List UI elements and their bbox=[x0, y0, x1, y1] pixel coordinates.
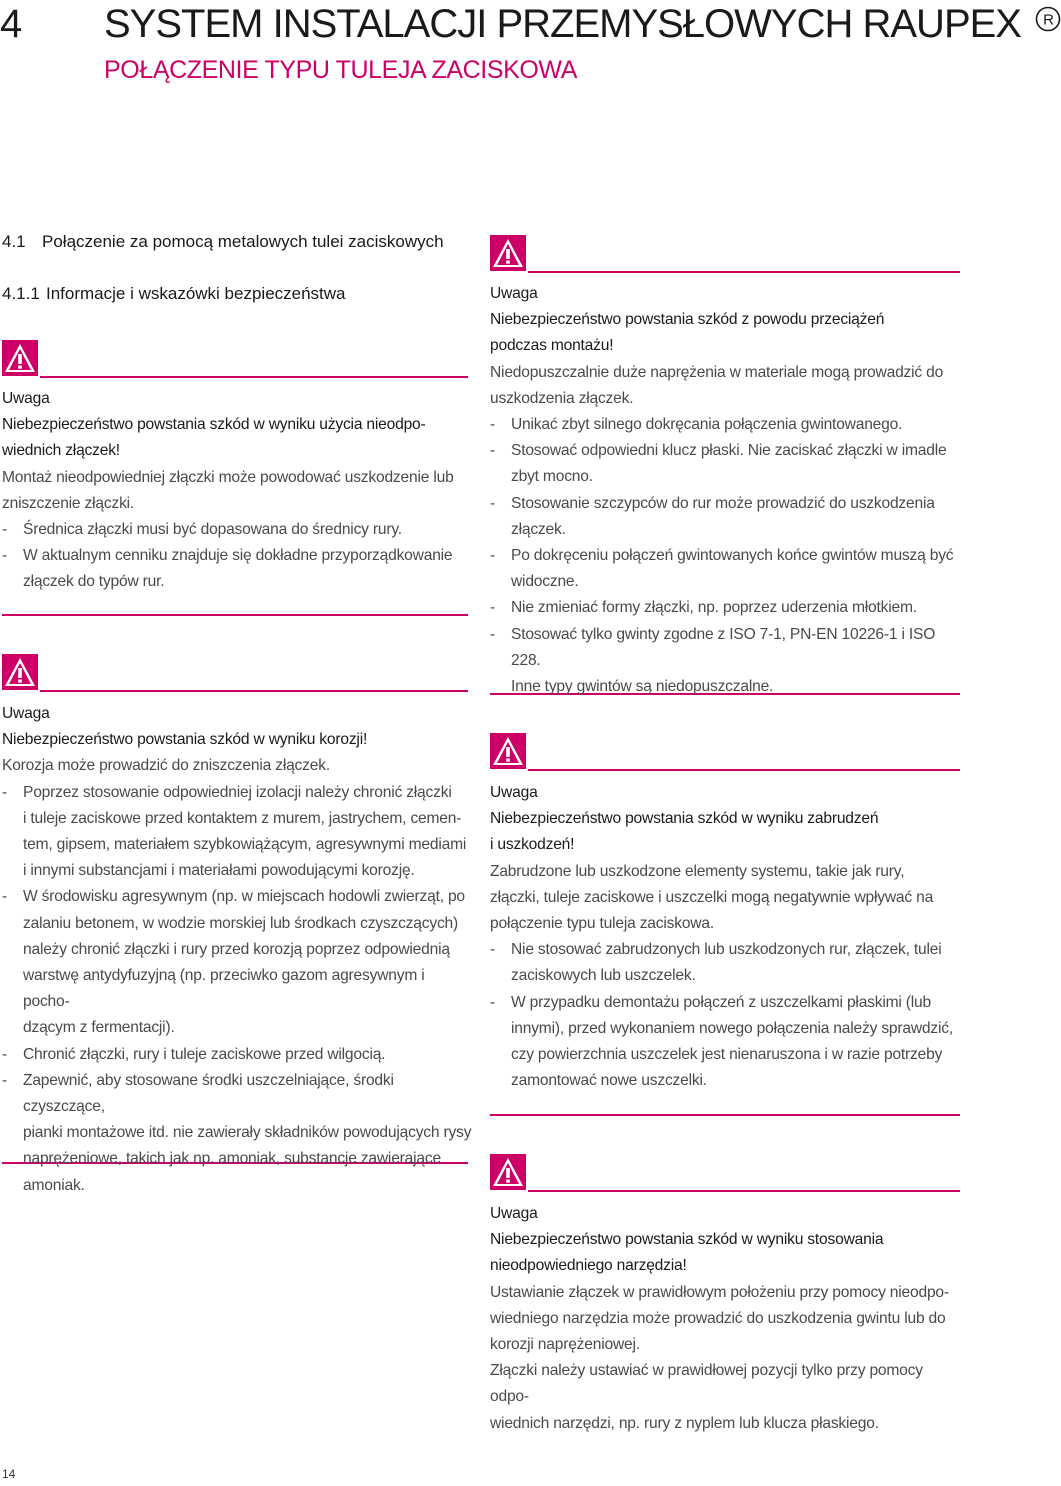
warning-label: Uwaga bbox=[490, 285, 538, 302]
warning-text-line: Złączki należy ustawiać w prawidłowej pozycji tylko przy pomocy odpo- bbox=[490, 1362, 923, 1406]
divider bbox=[528, 769, 960, 771]
list-item-line: - Nie stosować zabrudzonych lub uszkodzonych rur, złączek, tulei bbox=[511, 941, 942, 959]
warning-text-line: Ustawianie złączek w prawidłowym położeniu przy pomocy nieodpo- bbox=[490, 1283, 949, 1301]
section-number: 4.1.1 bbox=[2, 284, 40, 303]
section-heading-4-1-1 bbox=[2, 283, 346, 305]
warning-triangle-icon bbox=[2, 654, 38, 690]
list-item-line: zalaniu betonem, w wodzie morskiej lub środkach czyszczących) bbox=[23, 914, 459, 932]
warning-text-line: zniszczenie złączki. bbox=[2, 494, 135, 512]
warning-block-wrong-tool bbox=[490, 1201, 960, 1437]
warning-triangle-icon bbox=[490, 235, 526, 271]
section-heading-4-1 bbox=[2, 231, 444, 253]
list-item-line: - Poprzez stosowanie odpowiedniej izolacji należy chronić złączki bbox=[23, 783, 452, 801]
warning-triangle-icon bbox=[2, 340, 38, 376]
list-item-line: warstwę antydyfuzyjną (np. przeciwko gazom agresywnym i pocho- bbox=[23, 967, 425, 1011]
list-item bbox=[2, 543, 472, 595]
list-item bbox=[2, 1042, 472, 1068]
list-item-line: dzącym z fermentacji). bbox=[23, 1019, 175, 1037]
list-item-line: tem, gipsem, materiałem szybkowiążącym, agresywnymi mediami bbox=[23, 836, 467, 854]
warning-block-corrosion bbox=[2, 701, 472, 1199]
list-item-line: - Średnica złączki musi być dopasowana do średnicy rury. bbox=[23, 521, 402, 539]
warning-text-line: złączki, tuleje zaciskowe i uszczelki mogą negatywnie wpływać na bbox=[490, 888, 934, 906]
list-item-line: innymi), przed wykonaniem nowego połączenia należy sprawdzić, bbox=[511, 1019, 953, 1037]
warning-label: Uwaga bbox=[2, 390, 50, 407]
list-item bbox=[2, 780, 472, 885]
registered-trademark-icon bbox=[1035, 6, 1061, 32]
page-subtitle: POŁĄCZENIE TYPU TULEJA ZACISKOWA bbox=[104, 56, 577, 84]
list-item-line: - Zapewnić, aby stosowane środki uszczelniające, środki czyszczące, bbox=[23, 1071, 394, 1116]
divider bbox=[528, 1190, 960, 1192]
page-title bbox=[104, 2, 1061, 46]
warning-label: Uwaga bbox=[2, 705, 50, 722]
list-item-line: zbyt mocno. bbox=[511, 468, 593, 486]
list-item-line: czy powierzchnia uszczelek jest nienaruszona i w razie potrzeby bbox=[511, 1046, 943, 1064]
list-item-line: amoniak. bbox=[23, 1176, 85, 1194]
list-item-line: - Stosowanie szczypców do rur może prowadzić do uszkodzenia bbox=[511, 494, 935, 512]
list-item-line: i tuleje zaciskowe przed kontaktem z murem, jastrychem, cemen- bbox=[23, 809, 462, 827]
section-separator bbox=[490, 1114, 960, 1116]
list-item-line: naprężeniowe, takich jak np. amoniak, substancje zawierające bbox=[23, 1150, 441, 1168]
warning-text-line: Korozja może prowadzić do zniszczenia złączek. bbox=[2, 757, 330, 775]
warning-heading-line: Niebezpieczeństwo powstania szkód w wyniku zabrudzeń bbox=[490, 810, 879, 828]
warning-text-line: Zabrudzone lub uszkodzone elementy systemu, takie jak rury, bbox=[490, 862, 905, 880]
list-item-line: - Stosować odpowiedni klucz płaski. Nie zaciskać złączki w imadle bbox=[511, 442, 947, 460]
list-item-line: - Stosować tylko gwinty zgodne z ISO 7-1, PN-EN 10226-1 i ISO 228. bbox=[511, 625, 936, 669]
section-title: Połączenie za pomocą metalowych tulei zaciskowych bbox=[42, 232, 444, 251]
warning-text-line: Niedopuszczalnie duże naprężenia w materiale mogą prowadzić do bbox=[490, 363, 944, 381]
list-item bbox=[490, 491, 960, 543]
section-title: Informacje i wskazówki bezpieczeństwa bbox=[46, 284, 346, 303]
warning-label: Uwaga bbox=[490, 784, 538, 801]
warning-block-wrong-fittings bbox=[2, 386, 472, 596]
list-item-line: - Unikać zbyt silnego dokręcania połączenia gwintowanego. bbox=[511, 416, 903, 434]
warning-heading-line: Niebezpieczeństwo powstania szkód z powodu przeciążeń bbox=[490, 311, 885, 329]
warning-heading-line: podczas montażu! bbox=[490, 337, 614, 355]
warning-heading-line: i uszkodzeń! bbox=[490, 836, 575, 854]
warning-heading-line: wiednich złączek! bbox=[2, 442, 120, 460]
chapter-number: 4 bbox=[0, 2, 22, 46]
section-separator bbox=[2, 614, 468, 616]
list-item bbox=[490, 543, 960, 595]
warning-block-overload bbox=[490, 281, 960, 700]
list-item-line: widoczne. bbox=[511, 573, 579, 591]
list-item-line: - W aktualnym cenniku znajduje się dokładne przyporządkowanie bbox=[23, 547, 453, 565]
list-item bbox=[490, 990, 960, 1095]
warning-text-line: korozji naprężeniowej. bbox=[490, 1336, 640, 1354]
list-item-line: - Nie zmieniać formy złączki, np. poprzez uderzenia młotkiem. bbox=[511, 599, 917, 617]
page-title-text: SYSTEM INSTALACJI PRZEMYSŁOWYCH RAUPEX bbox=[104, 2, 1021, 46]
list-item bbox=[2, 884, 472, 1041]
list-item-line: - W środowisku agresywnym (np. w miejscach hodowli zwierząt, po bbox=[23, 888, 465, 906]
warning-heading-line: nieodpowiedniego narzędzia! bbox=[490, 1257, 687, 1275]
list-item bbox=[490, 595, 960, 621]
list-item bbox=[490, 937, 960, 989]
warning-triangle-icon bbox=[490, 1154, 526, 1190]
list-item-line: zamontować nowe uszczelki. bbox=[511, 1072, 707, 1090]
warning-text-line: uszkodzenia złączek. bbox=[490, 389, 634, 407]
warning-heading-line: Niebezpieczeństwo powstania szkód w wyniku użycia nieodpo- bbox=[2, 416, 426, 434]
list-item bbox=[2, 1068, 472, 1199]
list-item-line: - W przypadku demontażu połączeń z uszczelkami płaskimi (lub bbox=[511, 993, 932, 1011]
warning-block-dirt-damage bbox=[490, 780, 960, 1094]
section-number: 4.1 bbox=[2, 232, 26, 251]
list-item-line: - Chronić złączki, rury i tuleje zaciskowe przed wilgocią. bbox=[23, 1045, 386, 1063]
list-item-line: Inne typy gwintów są niedopuszczalne. bbox=[511, 678, 774, 696]
divider bbox=[40, 690, 468, 692]
list-item bbox=[2, 517, 472, 543]
warning-heading-line: Niebezpieczeństwo powstania szkód w wyniku korozji! bbox=[2, 731, 368, 749]
list-item-line: pianki montażowe itd. nie zawierały składników powodujących rysy bbox=[23, 1124, 472, 1142]
list-item-line: złączek do typów rur. bbox=[23, 573, 165, 591]
divider bbox=[528, 271, 960, 273]
warning-heading-line: Niebezpieczeństwo powstania szkód w wyniku stosowania bbox=[490, 1231, 884, 1249]
warning-text-line: połączenie typu tuleja zaciskowa. bbox=[490, 915, 714, 933]
list-item-line: i innymi substancjami i materiałami powodującymi korozję. bbox=[23, 862, 415, 880]
warning-text-line: wiednich narzędzi, np. rury z nyplem lub klucza płaskiego. bbox=[490, 1414, 879, 1432]
list-item-line: - Po dokręceniu połączeń gwintowanych końce gwintów muszą być bbox=[511, 547, 954, 565]
list-item bbox=[490, 438, 960, 490]
warning-text-line: wiedniego narzędzia może prowadzić do uszkodzenia gwintu lub do bbox=[490, 1309, 946, 1327]
warning-triangle-icon bbox=[490, 733, 526, 769]
warning-label: Uwaga bbox=[490, 1205, 538, 1222]
warning-text-line: Montaż nieodpowiedniej złączki może powodować uszkodzenie lub bbox=[2, 468, 454, 486]
divider bbox=[40, 376, 468, 378]
list-item bbox=[490, 622, 960, 701]
list-item-line: zaciskowych lub uszczelek. bbox=[511, 967, 696, 985]
registered-mark-letter: R bbox=[1043, 11, 1054, 29]
list-item-line: złączek. bbox=[511, 520, 566, 538]
list-item-line: należy chronić złączki i rury przed korozją poprzez odpowiednią bbox=[23, 940, 450, 958]
page-number: 14 bbox=[2, 1467, 16, 1481]
list-item bbox=[490, 412, 960, 438]
